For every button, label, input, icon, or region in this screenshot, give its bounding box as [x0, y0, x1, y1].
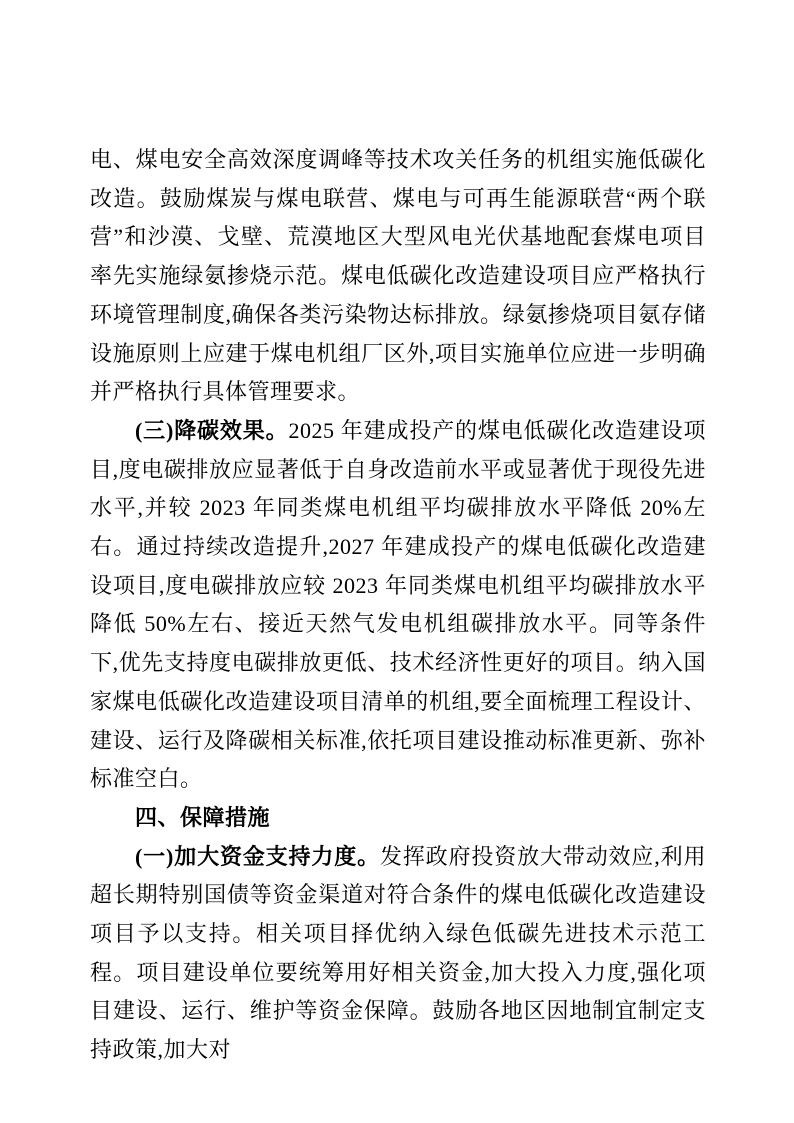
- paragraph-text: 电、煤电安全高效深度调峰等技术攻关任务的机组实施低碳化改造。鼓励煤炭与煤电联营、煤电与可再生能源联营“两个联营”和沙漠、戈壁、荒漠地区大型风电光伏基地配套煤电项目率先实施绿氨掺烧示范。煤电低碳化改造建设项目应严格执行环境管理制度,确保各类污染物达标排放。绿氨掺烧项目氨存储设施原则上应建于煤电机组厂区外,项目实施单位应进一步明确并严格执行具体管理要求。: [90, 147, 706, 405]
- paragraph-carbon-reduction-effect: [90, 412, 706, 799]
- paragraph-lead-bold: (三)降碳效果。: [135, 417, 289, 443]
- document-content: [90, 141, 706, 1070]
- paragraph-continuation: [90, 141, 706, 412]
- paragraph-funding-support: [90, 838, 706, 1070]
- section-heading: 四、保障措施: [135, 804, 271, 830]
- paragraph-text: 2025 年建成投产的煤电低碳化改造建设项目,度电碳排放应显著低于自身改造前水平或显著优于现役先进水平,并较 2023 年同类煤电机组平均碳排放水平降低 20%左右。通过持续改造提升,2027 年建成投产的煤电低碳化改造建设项目,度电碳排放应较 2023 年同类煤电机组平均碳排放水平降低 50%左右、接近天然气发电机组碳排放水平。同等条件下,优先支持度电碳排放更低、技术经济性更好的项目。纳入国家煤电低碳化改造建设项目清单的机组,要全面梳理工程设计、建设、运行及降碳相关标准,依托项目建设推动标准更新、弥补标准空白。: [90, 417, 706, 792]
- paragraph-text: 发挥政府投资放大带动效应,利用超长期特别国债等资金渠道对符合条件的煤电低碳化改造建设项目予以支持。相关项目择优纳入绿色低碳先进技术示范工程。项目建设单位要统筹用好相关资金,加大投入力度,强化项目建设、运行、维护等资金保障。鼓励各地区因地制宜制定支持政策,加大对: [90, 843, 706, 1063]
- paragraph-lead-bold: (一)加大资金支持力度。: [135, 843, 380, 869]
